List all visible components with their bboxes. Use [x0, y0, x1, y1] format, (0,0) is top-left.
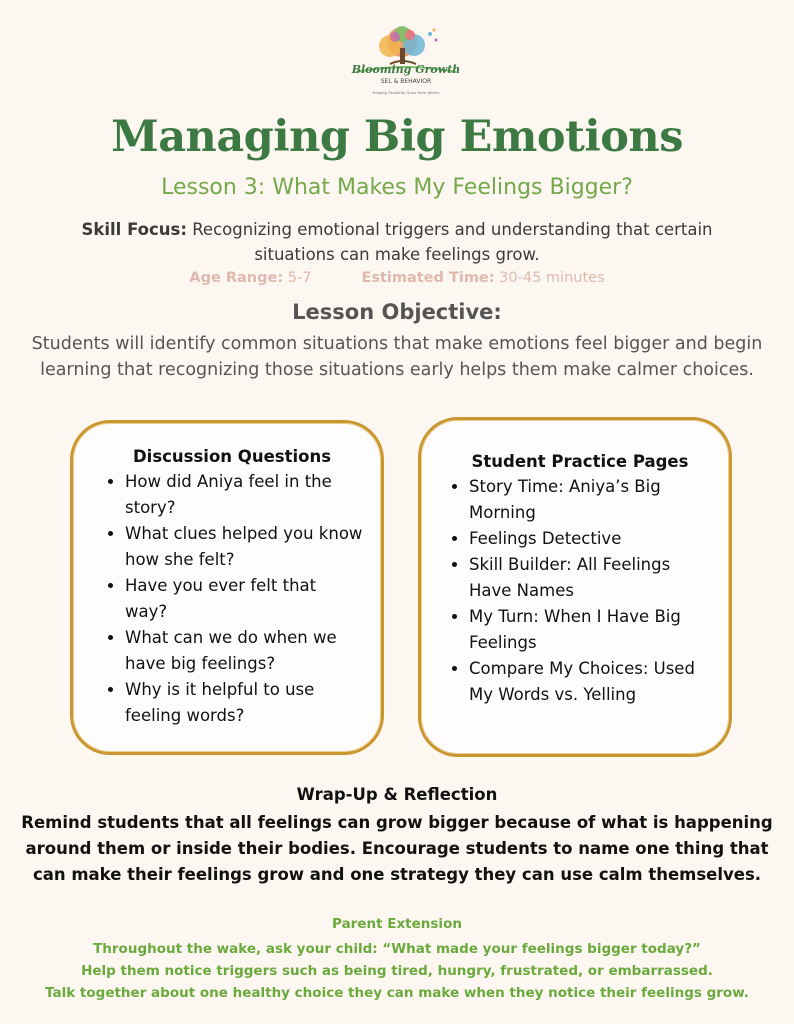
age-range-value: 5-7	[283, 270, 312, 286]
parent-line: Help them notice triggers such as being tired, hungry, frustrated, or embarrassed.	[81, 963, 713, 979]
skill-focus-text: Recognizing emotional triggers and understanding that certain situations can make feelings grow.	[186, 220, 713, 264]
list-item: • What clues helped you know how she felt?	[125, 521, 363, 573]
discussion-questions-box	[70, 420, 384, 755]
estimated-time-label: Estimated Time:	[361, 270, 495, 286]
list-item: • Why is it helpful to use feeling words?	[125, 677, 363, 729]
logo-tagline: SEL & BEHAVIOR	[380, 78, 432, 85]
page-title: Managing Big Emotions	[111, 112, 683, 162]
list-item: • Story Time: Aniya’s Big Morning	[469, 474, 715, 526]
wrapup-heading: Wrap-Up & Reflection	[296, 785, 498, 804]
estimated-time-value: 30-45 minutes	[494, 270, 605, 286]
skill-focus-label: Skill Focus:	[81, 220, 187, 239]
discussion-list	[101, 469, 363, 729]
practice-heading: Student Practice Pages	[471, 452, 689, 471]
list-item: • Skill Builder: All Feelings Have Names	[469, 552, 715, 604]
wrapup-text: Remind students that all feelings can grow bigger because of what is happening around them or inside their bodies. Encourage students to name one thing that can make their feelings grow and one strategy they can use calm themselves.	[21, 813, 773, 884]
skill-focus	[40, 217, 754, 267]
list-item: • My Turn: When I Have Big Feelings	[469, 604, 715, 656]
parent-line: Throughout the wake, ask your child: “What made your feelings bigger today?”	[93, 941, 701, 957]
practice-pages-box	[418, 417, 732, 757]
lesson-subtitle: Lesson 3: What Makes My Feelings Bigger?	[161, 175, 633, 200]
list-item: • Feelings Detective	[469, 526, 715, 552]
list-item: • Compare My Choices: Used My Words vs. Yelling	[469, 656, 715, 708]
parent-extension-heading: Parent Extension	[332, 916, 462, 932]
objective-text: Students will identify common situations that make emotions feel bigger and begin learning that recognizing those situations early helps them make calmer choices.	[31, 334, 763, 380]
parent-extension-text	[0, 938, 794, 1004]
objective-heading: Lesson Objective:	[292, 300, 502, 324]
list-item: • Have you ever felt that way?	[125, 573, 363, 625]
logo-brand: Blooming Growth	[351, 63, 461, 76]
logo	[350, 20, 462, 106]
discussion-heading: Discussion Questions	[132, 447, 332, 466]
parent-line: Talk together about one healthy choice they can make when they notice their feelings grow.	[45, 985, 749, 1001]
practice-list	[445, 474, 715, 708]
list-item: • How did Aniya feel in the story?	[125, 469, 363, 521]
lesson-meta	[0, 270, 794, 286]
age-range-label: Age Range:	[189, 270, 284, 286]
list-item: • What can we do when we have big feelings?	[125, 625, 363, 677]
logo-motto: Helping Students Grow from Within	[372, 90, 440, 95]
